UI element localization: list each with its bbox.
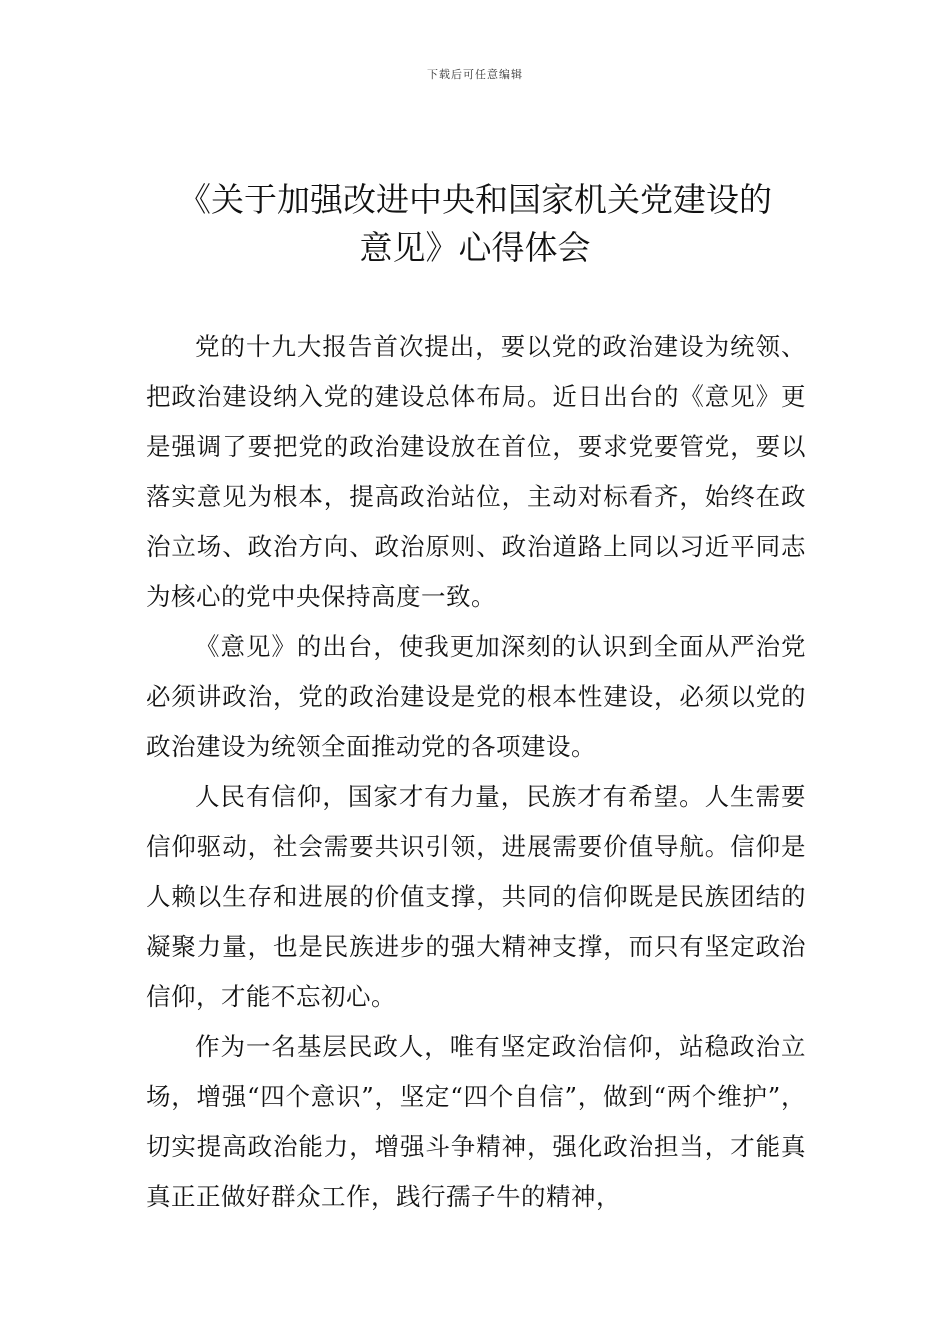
title-line-2: 意见》心得体会 [359, 228, 591, 267]
title-line-1: 《关于加强改进中央和国家机关党建设的 [178, 180, 772, 219]
document-body [146, 322, 806, 1222]
paragraph-2: 《意见》的出台，使我更加深刻的认识到全面从严治党必须讲政治，党的政治建设是党的根本性建设，必须以党的政治建设为统领全面推动党的各项建设。 [146, 632, 806, 761]
paragraph-3: 人民有信仰，国家才有力量，民族才有希望。人生需要信仰驱动，社会需要共识引领，进展需要价值导航。信仰是人赖以生存和进展的价值支撑，共同的信仰既是民族团结的凝聚力量，也是民族进步的强大精神支撑，而只有坚定政治信仰，才能不忘初心。 [146, 782, 806, 1011]
document-title [120, 176, 830, 272]
paragraph-1: 党的十九大报告首次提出，要以党的政治建设为统领、把政治建设纳入党的建设总体布局。近日出台的《意见》更是强调了要把党的政治建设放在首位，要求党要管党，要以落实意见为根本，提高政治站位，主动对标看齐，始终在政治立场、政治方向、政治原则、政治道路上同以习近平同志为核心的党中央保持高度一致。 [146, 332, 806, 611]
header-note: 下载后可任意编辑 [427, 68, 523, 81]
paragraph-4: 作为一名基层民政人，唯有坚定政治信仰，站稳政治立场，增强“四个意识”，坚定“四个自信”，做到“两个维护”，切实提高政治能力，增强斗争精神，强化政治担当，才能真真正正做好群众工作，践行孺子牛的精神， [146, 1032, 806, 1211]
